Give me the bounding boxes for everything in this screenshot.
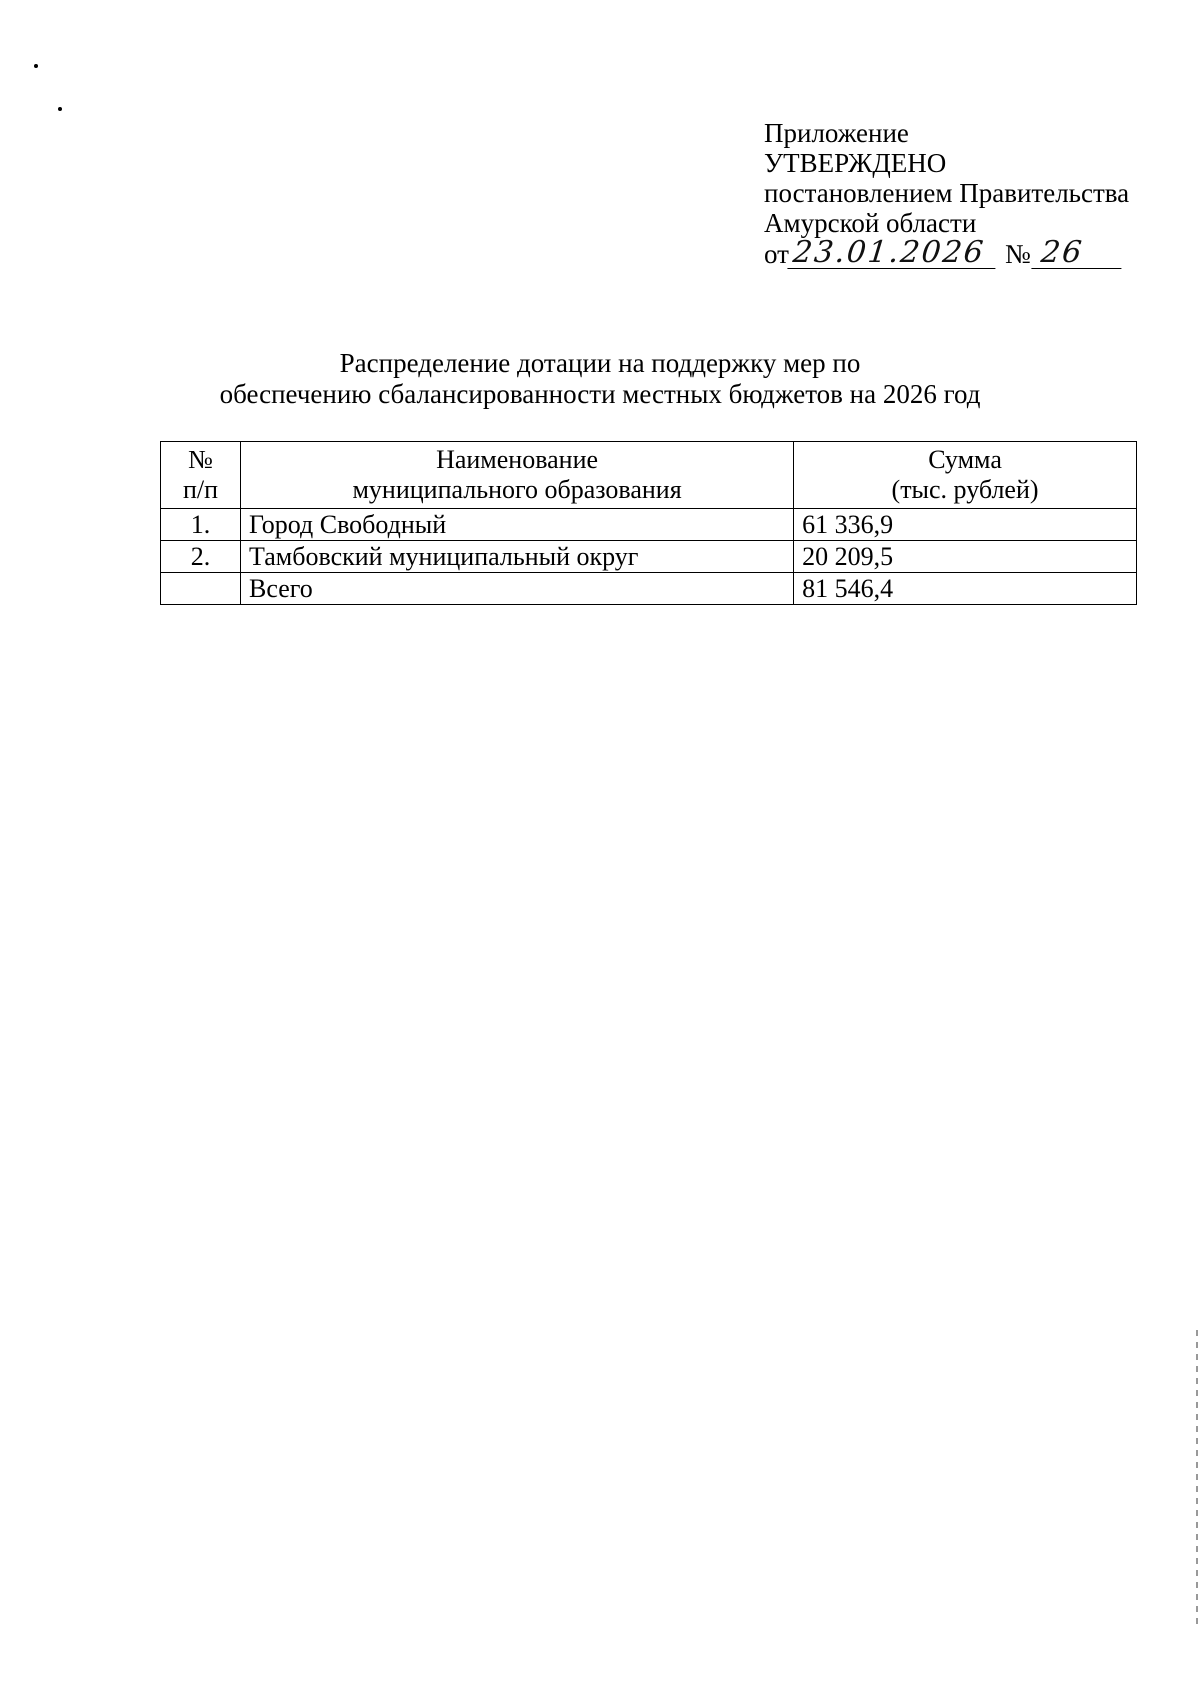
region-line: Амурской области (764, 208, 977, 238)
header-municipality (241, 442, 794, 509)
handwritten-number: 26 (1031, 238, 1124, 269)
table-header-row (161, 442, 1137, 509)
date-prefix: от (764, 239, 789, 269)
decree-date-line (764, 235, 1129, 270)
title-line-2: обеспечению сбалансированности местных бюджетов на 2026 год (219, 379, 981, 409)
header-sum (794, 442, 1137, 509)
approved-label: УТВЕРЖДЕНО (764, 148, 947, 178)
header-sum-line-2: (тыс. рублей) (891, 475, 1039, 504)
row-municipality: Город Свободный (241, 509, 794, 541)
distribution-table (160, 441, 1137, 605)
approved-by-line: постановлением Правительства (764, 178, 1130, 208)
header-number (161, 442, 241, 509)
header-sum-line-1: Сумма (928, 445, 1002, 474)
scan-speck (34, 64, 38, 68)
header-municipality-line-2: муниципального образования (352, 475, 682, 504)
scan-speck (58, 107, 62, 111)
approval-stamp-block (764, 118, 1129, 269)
row-number (161, 573, 241, 605)
row-sum: 61 336,9 (794, 509, 1137, 541)
scan-edge-artifact (1196, 1330, 1198, 1630)
table-row (161, 541, 1137, 573)
appendix-label: Приложение (764, 118, 909, 148)
number-sign: № (1004, 239, 1031, 269)
document-title (200, 348, 1000, 410)
handwritten-date: 23.01.2026 (787, 238, 998, 269)
title-line-1: Распределение дотации на поддержку мер по (339, 348, 861, 378)
table-row (161, 509, 1137, 541)
row-sum: 81 546,4 (794, 573, 1137, 605)
header-municipality-line-1: Наименование (436, 445, 599, 474)
table-total-row (161, 573, 1137, 605)
header-number-line-1: № (188, 445, 213, 474)
row-number: 1. (161, 509, 241, 541)
row-municipality: Тамбовский муниципальный округ (241, 541, 794, 573)
row-municipality: Всего (241, 573, 794, 605)
header-number-line-2: п/п (182, 475, 219, 504)
row-number: 2. (161, 541, 241, 573)
row-sum: 20 209,5 (794, 541, 1137, 573)
